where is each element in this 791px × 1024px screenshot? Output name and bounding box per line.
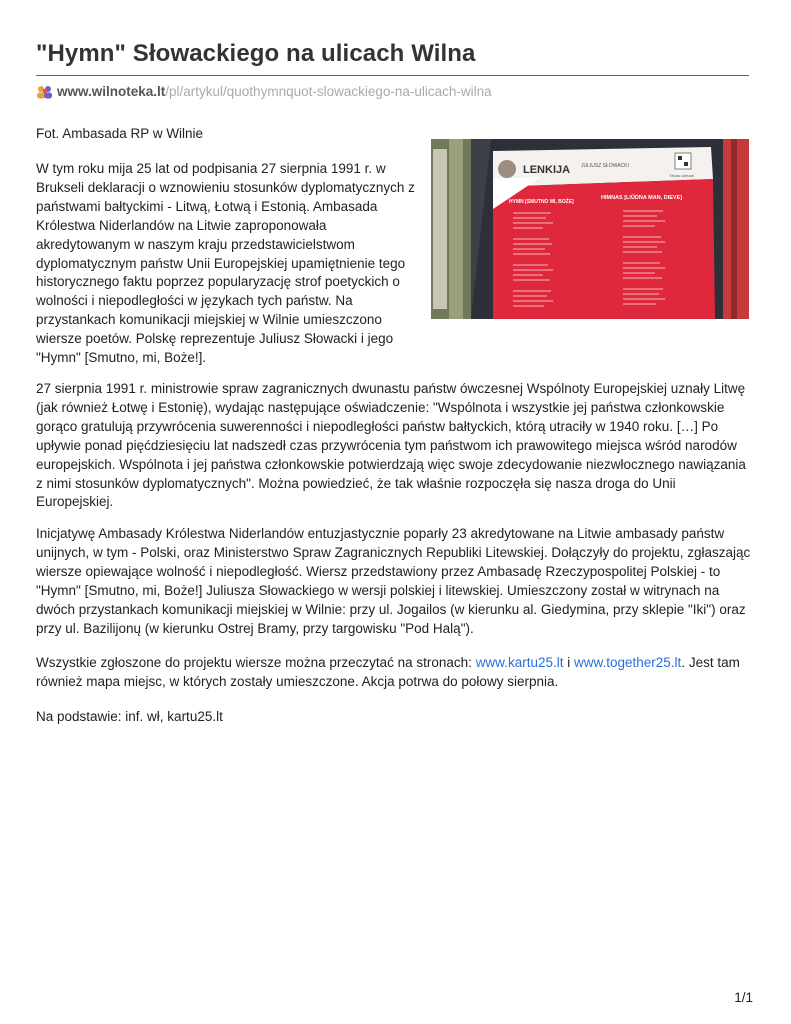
title-divider — [36, 75, 749, 76]
poster-subheading: JULIUSZ SŁOWACKI — [581, 163, 629, 169]
paragraph-4-suffix: . Jest tam również mapa miejsc, w których zostały umieszczone. Akcja potrwa do połowy sierpnia. — [36, 655, 740, 689]
paragraph-2: 27 sierpnia 1991 r. ministrowie spraw zagranicznych dwunastu państw ówczesnej Wspólnoty Europejskiej uznały Litwę (jak również Łotwę i Estonię), wydając następujące oświadczenie: "Wspólnota i wszystkie jej państwa członkowskie gorąco gratulują przywrócenia suwerenności i niepodległości państw bałtyckich, którą utraciły w 1940 roku. […] Po upływie ponad pięćdziesięciu lat nadszedł czas przywrócenia tym państwom ich prawowitego miejsca wśród narodów europejskich. Wspólnota i jej państwa członkowskie potwierdzają więc swoje zdecydowanie niezwłocznego nawiązania z nimi stosunków dyplomatycznych". Można powiedzieć, że tak właśnie rozpoczęła się nasza droga do Unii Europejskiej. — [36, 381, 746, 510]
site-people-icon — [36, 85, 54, 99]
poster-heading: LENKIJA — [523, 164, 571, 176]
page-number: 1/1 — [734, 990, 753, 1005]
article-photo — [431, 139, 749, 319]
poster-logo-text: Tėvas Lietuva — [669, 173, 694, 178]
paragraph-4-prefix: Wszystkie zgłoszone do projektu wiersze można przeczytać na stronach: — [36, 655, 476, 670]
paragraph-5: Na podstawie: inf. wł, kartu25.lt — [36, 709, 223, 724]
poster-left-title: HYMN [SMUTNO MI, BOŻE] — [509, 199, 574, 205]
kartu25-link[interactable]: www.kartu25.lt — [475, 655, 564, 670]
paragraph-1: W tym roku mija 25 lat od podpisania 27 sierpnia 1991 r. w Brukseli deklaracji o wznowieniu stosunków dyplomatycznych z państwami bałtyckimi - Litwą, Łotwą i Estonią. Ambasada Królestwa Niderlandów na Litwie zaproponowała akredytowanym w naszym kraju przedstawicielstwom dyplomatycznym państw Unii Europejskiej upamiętnienie tego historycznego faktu poprzez popularyzację strof poetyckich o wolności i niepodległości w językach tych państw. Na przystankach komunikacji miejskiej w Wilnie umieszczono wiersze poetów. Polskę reprezentuje Juliusz Słowacki i jego "Hymn" [Smutno, mi, Boże!]. — [36, 161, 415, 366]
source-line — [36, 84, 492, 99]
photo-caption: Fot. Ambasada RP w Wilnie — [36, 126, 204, 141]
paragraph-4 — [36, 654, 752, 692]
source-path-link[interactable]: /pl/artykul/quothymnquot-slowackiego-na-ulicach-wilna — [165, 84, 492, 99]
paragraph-3: Inicjatywę Ambasady Królestwa Niderlandów entuzjastycznie poparły 23 akredytowane na Litwie ambasady państw unijnych, w tym - Polski, oraz Ministerstwo Spraw Zagranicznych Republiki Litewskiej. Dołączyły do projektu, zgłaszając wiersze opiewające wolność i niepodległość. Wiersz przedstawiony przez Ambasadę Rzeczypospolitej Polskiej - to "Hymn" [Smutno, mi, Boże!] Juliusza Słowackiego w wersji polskiej i litewskiej. Umieszczony został w witrynach na dwóch przystankach komunikacji miejskiej w Wilnie: przy ul. Jogailos (w kierunku al. Giedymina, przy sklepie "Iki") oraz przy ul. Bazilijonų (w kierunku Ostrej Bramy, przy targowisku "Pod Halą"). — [36, 526, 751, 636]
poster-right-title: HIMNAS [LIŪDNA MAN, DIEVE] — [601, 195, 683, 201]
together25-link[interactable]: www.together25.lt — [574, 655, 682, 670]
paragraph-4-mid: i — [563, 655, 574, 670]
bus-stop-poster-photo — [431, 139, 749, 319]
source-domain-link[interactable]: www.wilnoteka.lt — [57, 84, 166, 99]
page-title: "Hymn" Słowackiego na ulicach Wilna — [36, 40, 476, 67]
